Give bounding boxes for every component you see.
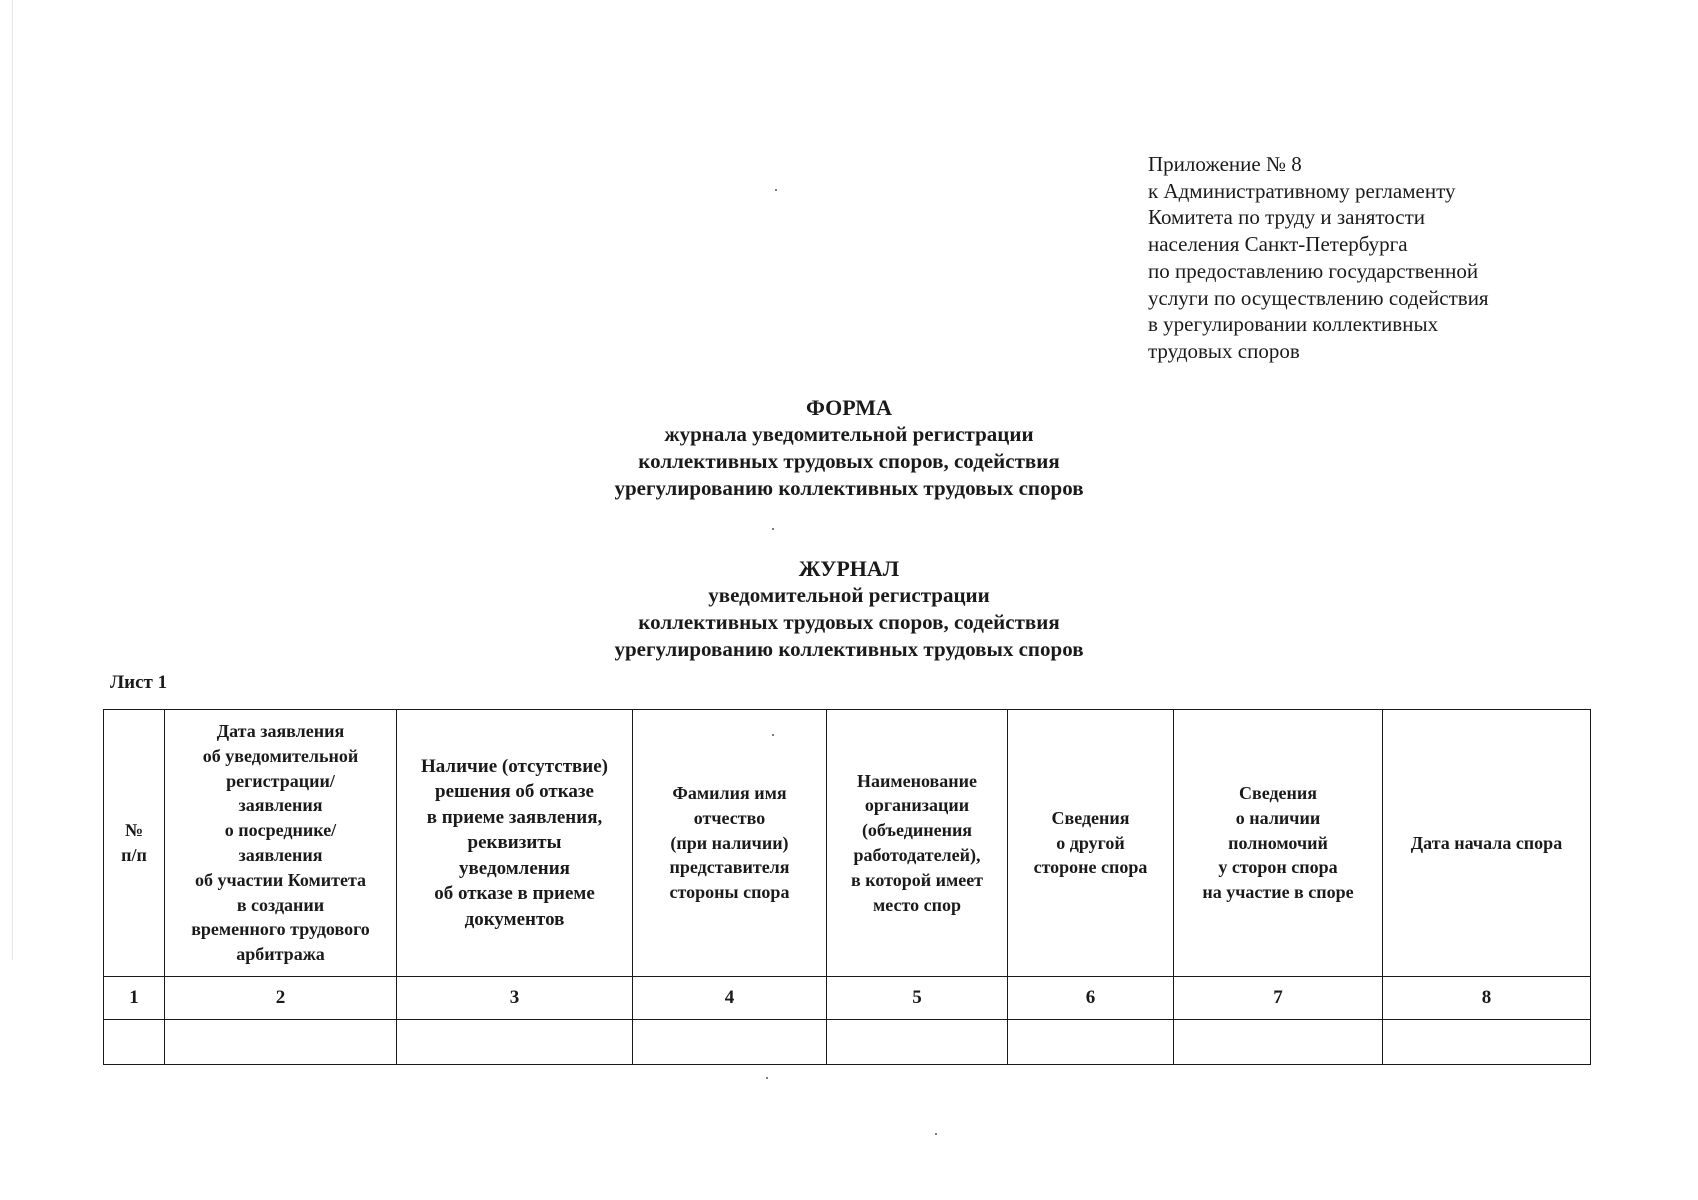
- journal-title-line: урегулированию коллективных трудовых споров: [614, 637, 1084, 661]
- scan-speck: [772, 528, 774, 530]
- column-header-representative-name: [633, 710, 827, 977]
- column-number-cell: 2: [165, 977, 397, 1020]
- column-header-line: организации: [864, 795, 970, 816]
- journal-title-line: уведомительной регистрации: [708, 583, 990, 607]
- column-header-line: Фамилия имя: [672, 783, 787, 803]
- column-number-cell: 1: [104, 977, 165, 1020]
- column-header-organization-name: [827, 710, 1008, 977]
- sheet-label: Лист 1: [110, 672, 168, 693]
- appendix-line: к Административному регламенту: [1148, 178, 1456, 203]
- column-header-application-date: [165, 710, 397, 977]
- column-header-line: полномочий: [1228, 832, 1328, 853]
- column-number-cell: 8: [1383, 977, 1591, 1020]
- column-header-line: отчество: [693, 807, 766, 828]
- journal-table: [103, 709, 1591, 1065]
- column-header-line: п/п: [121, 845, 147, 865]
- column-header-line: №: [124, 820, 144, 841]
- column-header-line: Сведения: [1051, 807, 1130, 828]
- column-header-line: Дата начала спора: [1410, 832, 1563, 853]
- column-header-line: на участие в споре: [1202, 882, 1354, 903]
- column-header-line: представителя: [669, 857, 790, 878]
- column-header-line: (при наличии): [670, 832, 789, 853]
- column-header-line: Наличие (отсутствие): [420, 755, 609, 777]
- column-header-line: в приеме заявления,: [426, 806, 603, 828]
- scan-speck: [772, 734, 774, 736]
- scan-speck: [935, 1133, 937, 1135]
- form-heading: ФОРМА: [806, 395, 892, 420]
- column-header-line: заявления: [238, 795, 323, 816]
- column-header-line: реквизиты: [467, 832, 562, 854]
- appendix-line: по предоставлению государственной: [1148, 258, 1479, 283]
- column-header-line: об участии Комитета: [194, 869, 367, 890]
- appendix-line: Комитета по труду и занятости: [1148, 205, 1426, 230]
- column-header-other-party: [1008, 710, 1174, 977]
- column-header-dispute-start-date: [1383, 710, 1591, 977]
- empty-entry-row: [104, 1020, 1591, 1065]
- empty-cell: [397, 1020, 633, 1065]
- column-header-line: о наличии: [1235, 807, 1321, 828]
- column-number-cell: 6: [1008, 977, 1174, 1020]
- column-header-line: Сведения: [1238, 783, 1318, 803]
- column-header-line: документов: [464, 908, 565, 930]
- column-header-line: уведомления: [459, 857, 570, 879]
- column-number-cell: 5: [827, 977, 1008, 1020]
- column-header-line: заявления: [238, 845, 323, 865]
- column-header-line: об отказе в приеме: [434, 883, 595, 905]
- column-header-line: Наименование: [857, 770, 977, 791]
- empty-cell: [165, 1020, 397, 1065]
- journal-heading: ЖУРНАЛ: [798, 556, 900, 581]
- column-header-line: у сторон спора: [1218, 857, 1338, 878]
- appendix-line: населения Санкт-Петербурга: [1148, 232, 1408, 257]
- column-header-line: об уведомительной: [202, 745, 359, 766]
- column-header-refusal-decision: [397, 710, 633, 977]
- column-header-line: в создании: [236, 894, 325, 915]
- scan-speck: [775, 189, 777, 191]
- column-header-number: [104, 710, 165, 977]
- column-header-line: арбитража: [236, 944, 325, 965]
- empty-cell: [1008, 1020, 1174, 1065]
- appendix-line: трудовых споров: [1148, 338, 1300, 363]
- empty-cell: [633, 1020, 827, 1065]
- form-title-line: журнала уведомительной регистрации: [664, 422, 1034, 446]
- column-header-line: стороне спора: [1033, 857, 1148, 878]
- column-number-cell: 7: [1174, 977, 1383, 1020]
- form-title-line: урегулированию коллективных трудовых споров: [614, 476, 1084, 500]
- appendix-block: [1148, 151, 1568, 365]
- empty-cell: [104, 1020, 165, 1065]
- column-header-line: о посреднике/: [224, 820, 337, 841]
- appendix-line: услуги по осуществлению содействия: [1148, 285, 1489, 310]
- column-header-line: (объединения: [861, 820, 973, 841]
- column-header-line: Дата заявления: [216, 721, 345, 742]
- column-header-line: стороны спора: [669, 882, 790, 903]
- column-number-cell: 3: [397, 977, 633, 1020]
- empty-cell: [827, 1020, 1008, 1065]
- column-header-line: место спор: [873, 894, 961, 915]
- column-number-cell: 4: [633, 977, 827, 1020]
- column-header-authority-info: [1174, 710, 1383, 977]
- empty-cell: [1174, 1020, 1383, 1065]
- journal-title-line: коллективных трудовых споров, содействия: [638, 610, 1060, 634]
- header-row: [104, 710, 1591, 977]
- column-header-line: регистрации/: [226, 770, 335, 791]
- column-header-line: временного трудового: [191, 919, 370, 940]
- scan-speck: [766, 1077, 768, 1079]
- appendix-line: Приложение № 8: [1148, 152, 1302, 176]
- form-title-line: коллективных трудовых споров, содействия: [638, 449, 1060, 473]
- column-header-line: решения об отказе: [435, 781, 594, 803]
- column-header-line: в которой имеет: [850, 869, 984, 890]
- journal-title-block: [0, 555, 1698, 663]
- column-header-line: работодателей),: [853, 845, 981, 865]
- column-numbers-row: [104, 977, 1591, 1020]
- column-header-line: о другой: [1056, 832, 1125, 853]
- form-title-block: [0, 394, 1698, 502]
- empty-cell: [1383, 1020, 1591, 1065]
- appendix-line: в урегулировании коллективных: [1148, 312, 1439, 337]
